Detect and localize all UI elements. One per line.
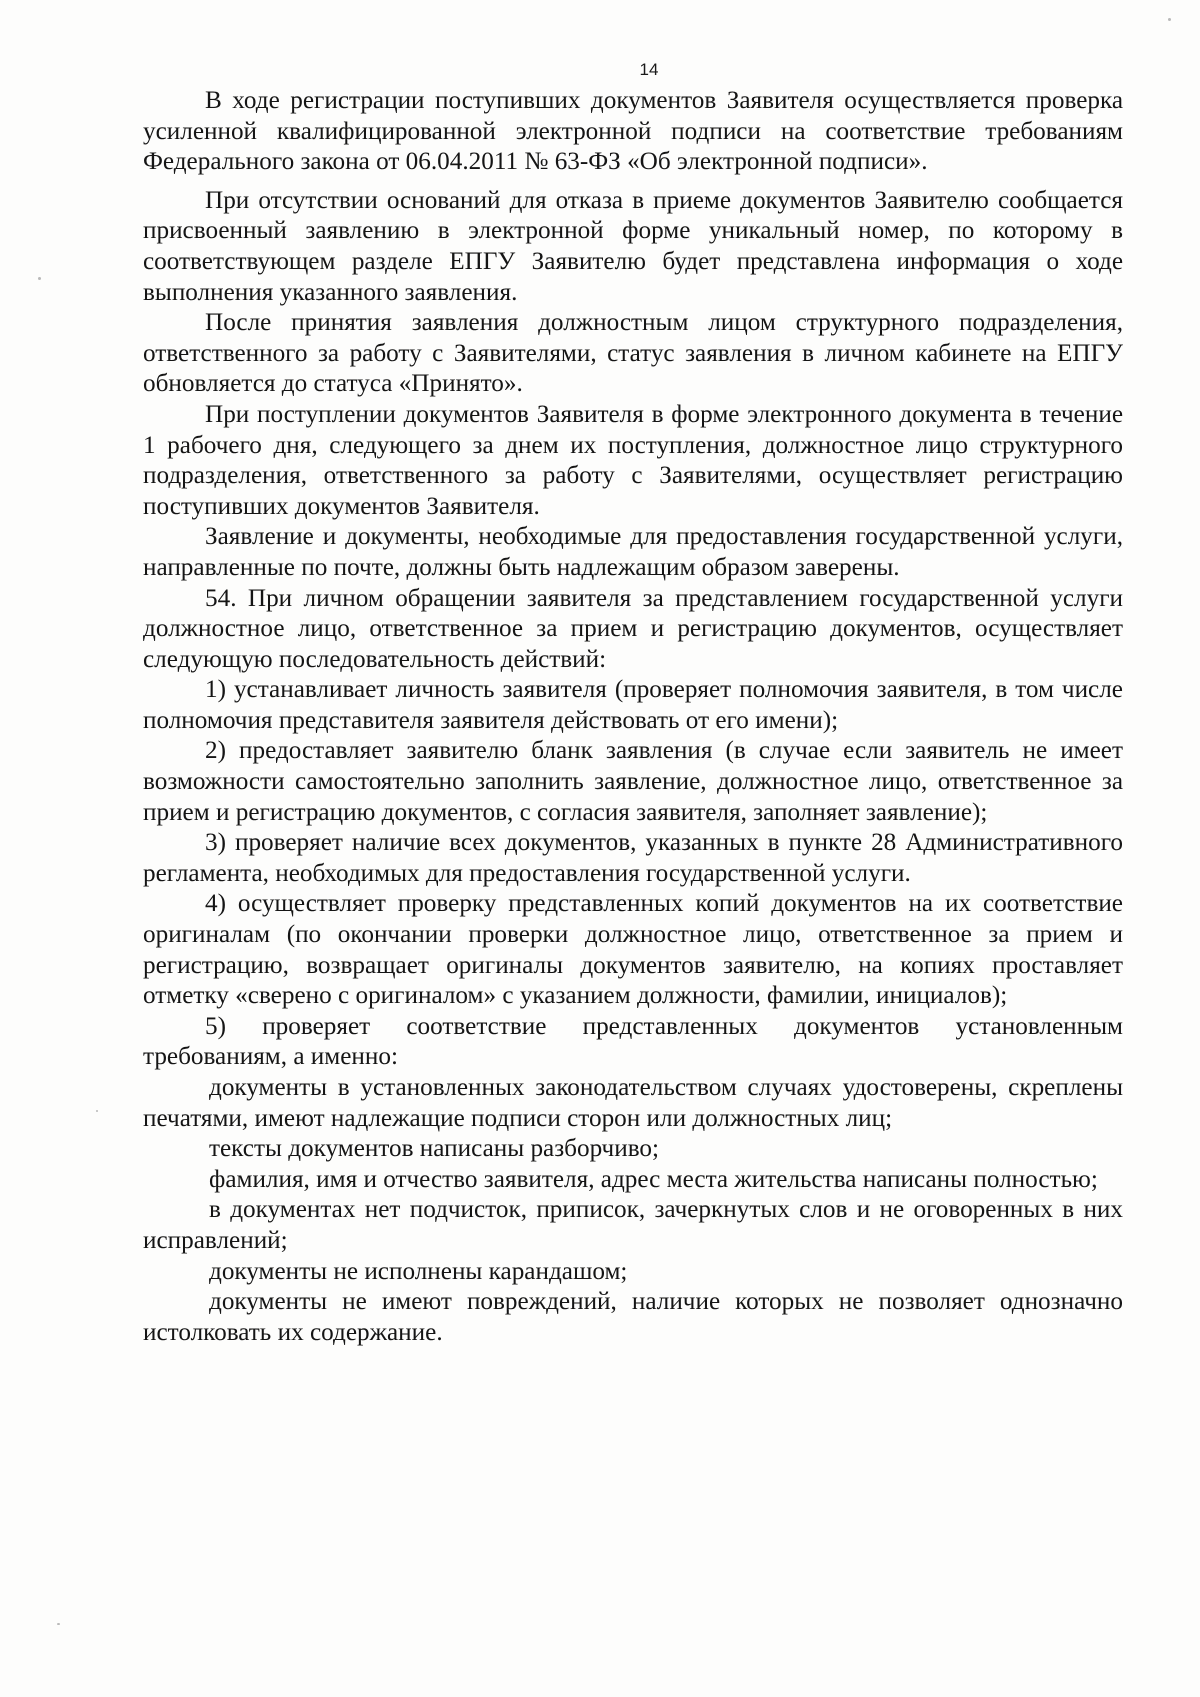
paragraph-postal-certification: Заявление и документы, необходимые для предоставления государственной услуги, направленные по почте, должны быть надлежащим образом заверены. [143,523,1123,581]
requirement-no-pencil: документы не исполнены карандашом; [209,1257,628,1285]
document-body [143,86,1123,1348]
paragraph-electronic-registration: При поступлении документов Заявителя в форме электронного документа в течение 1 рабочего дня, следующего за днем их поступления, должностное лицо структурного подразделения, ответственного за работу с Заявителями, осуществляет регистрацию поступивших документов Заявителя. [143,400,1123,520]
list-item-5: 5) проверяет соответствие представленных документов установленным требованиям, а именно: [143,1012,1123,1071]
list-item-4: 4) осуществляет проверку представленных копий документов на их соответствие оригиналам (по окончании проверки должностное лицо, ответственное за прием и регистрацию, возвращает оригиналы документов заявителю, на копиях проставляет отметку «сверено с оригиналом» с указанием должности, фамилии, инициалов); [143,890,1123,1010]
list-item-1: 1) устанавливает личность заявителя (проверяет полномочия заявителя, в том числе полномочия представителя заявителя действовать от его имени); [143,676,1123,734]
paragraph-signature-check: В ходе регистрации поступивших документов Заявителя осуществляется проверка усиленной квалифицированной электронной подписи на соответствие требованиям Федерального закона от 06.04.2011 № 63-ФЗ «Об электронной подписи». [143,87,1123,176]
requirement-no-damage: документы не имеют повреждений, наличие которых не позволяет однозначно истолковать их содержание. [143,1288,1123,1346]
paragraph-unique-number: При отсутствии оснований для отказа в приеме документов Заявителю сообщается присвоенный заявлению в электронной форме уникальный номер, по которому в соответствующем разделе ЕПГУ Заявителю будет представлена информация о ходе выполнения указанного заявления. [143,186,1123,306]
requirement-no-corrections: в документах нет подчисток, приписок, зачеркнутых слов и не оговоренных в них исправлений; [143,1196,1123,1254]
requirement-legible: тексты документов написаны разборчиво; [209,1135,660,1163]
paragraph-54-personal-visit: 54. При личном обращении заявителя за представлением государственной услуги должностное лицо, ответственное за прием и регистрацию документов, осуществляет следующую последовательность действий: [143,584,1123,673]
requirement-certified: документы в установленных законодательством случаях удостоверены, скреплены печатями, имеют надлежащие подписи сторон или должностных лиц; [143,1074,1123,1132]
list-item-2: 2) предоставляет заявителю бланк заявления (в случае если заявитель не имеет возможности самостоятельно заполнить заявление, должностное лицо, ответственное за прием и регистрацию документов, с согласия заявителя, заполняет заявление); [143,737,1123,826]
list-item-3: 3) проверяет наличие всех документов, указанных в пункте 28 Административного регламента, необходимых для предоставления государственной услуги. [143,829,1123,887]
scan-speck [1168,18,1171,21]
requirement-full-name: фамилия, имя и отчество заявителя, адрес места жительства написаны полностью; [209,1165,1098,1193]
scan-speck [38,277,41,280]
paragraph-status-accepted: После принятия заявления должностным лицом структурного подразделения, ответственного за работу с Заявителями, статус заявления в личном кабинете на ЕПГУ обновляется до статуса «Принято». [143,309,1123,398]
page-number: 14 [639,60,659,79]
scan-speck [57,1623,60,1625]
scan-speck [96,1110,98,1112]
